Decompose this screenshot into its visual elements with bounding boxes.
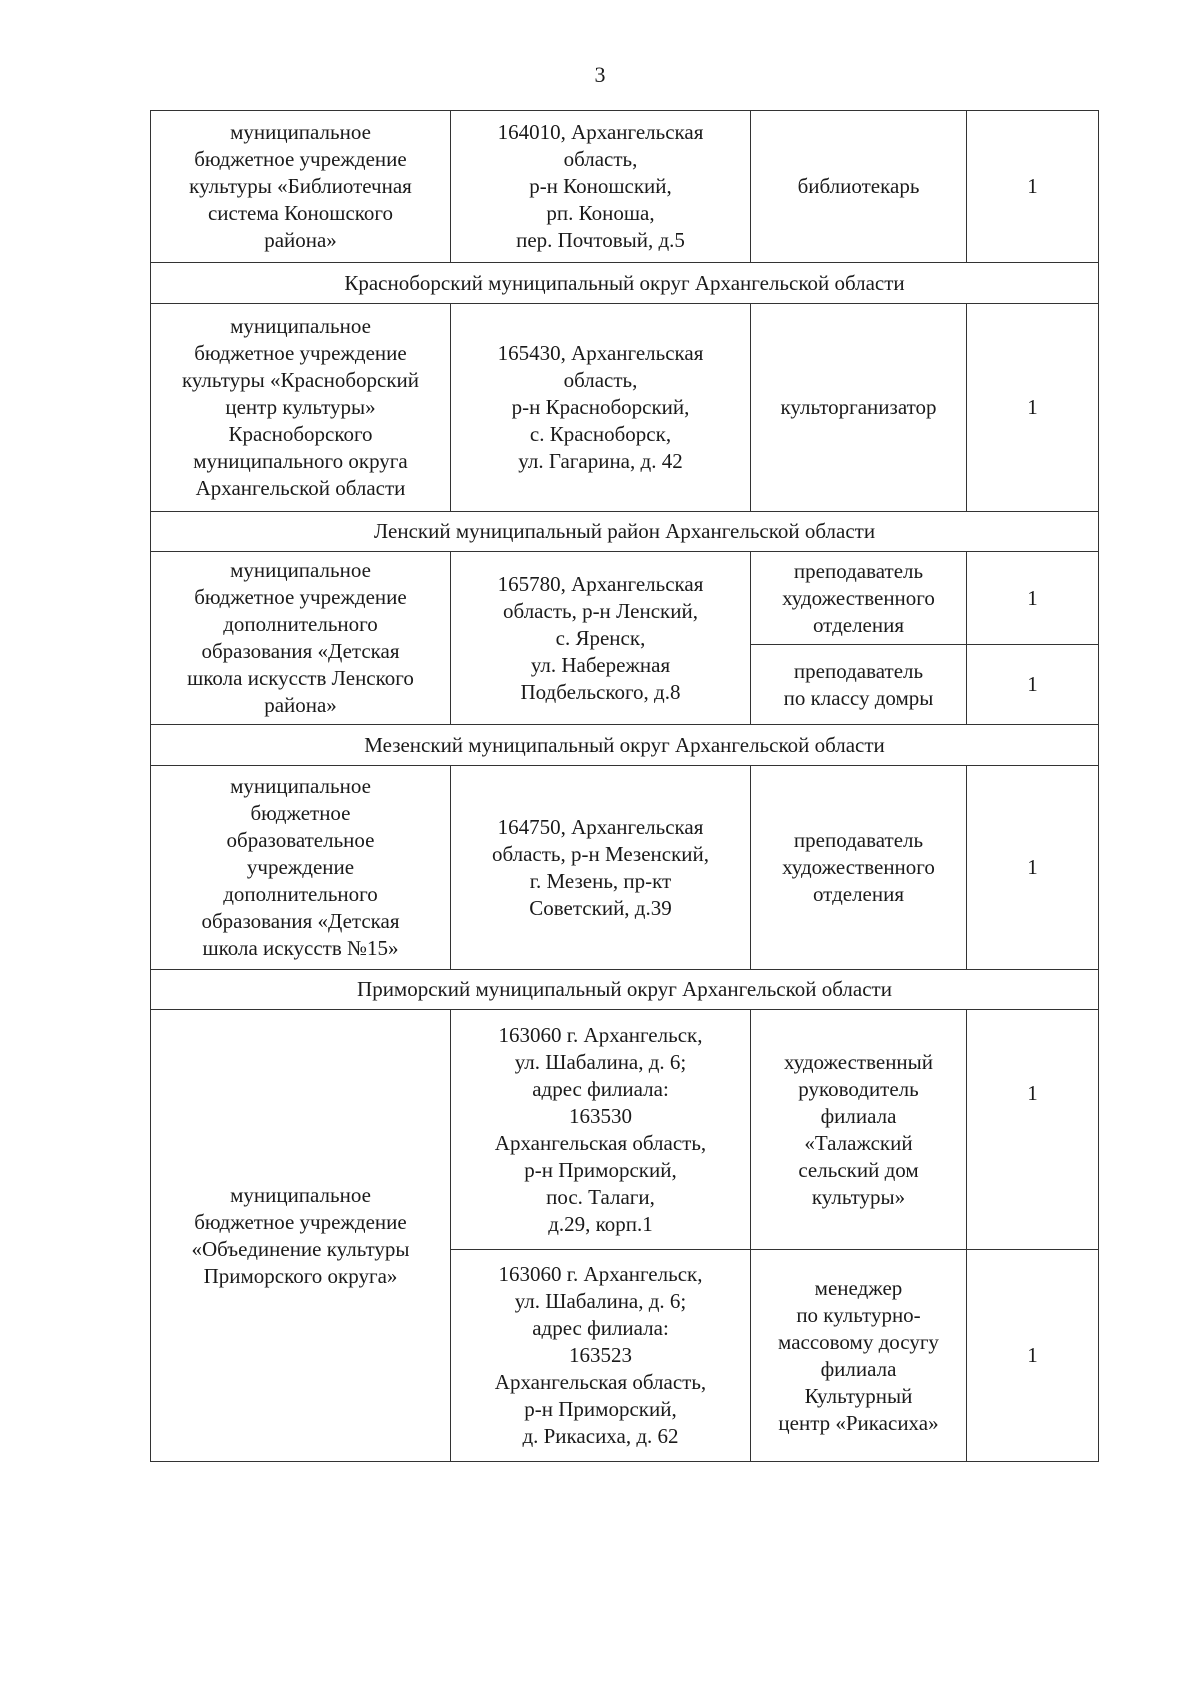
table-row bbox=[151, 1010, 1099, 1250]
address-cell: 164750, Архангельская область, р-н Мезенский, г. Мезень, пр-кт Советский, д.39 bbox=[451, 766, 751, 970]
position-cell: библиотекарь bbox=[751, 111, 967, 263]
count-cell: 1 bbox=[967, 645, 1099, 725]
address-cell: 165430, Архангельская область, р-н Красноборский, с. Красноборск, ул. Гагарина, д. 42 bbox=[451, 304, 751, 512]
address-cell: 164010, Архангельская область, р-н Коношский, рп. Коноша, пер. Почтовый, д.5 bbox=[451, 111, 751, 263]
count-cell: 1 bbox=[967, 111, 1099, 263]
count-cell: 1 bbox=[967, 766, 1099, 970]
organization-cell: муниципальное бюджетное учреждение дополнительного образования «Детская школа искусств Ленского района» bbox=[151, 552, 451, 725]
section-heading: Мезенский муниципальный округ Архангельской области bbox=[151, 725, 1099, 766]
section-heading: Ленский муниципальный район Архангельской области bbox=[151, 512, 1099, 552]
page-number: 3 bbox=[594, 62, 606, 87]
address-cell: 163060 г. Архангельск, ул. Шабалина, д. 6; адрес филиала: 163530 Архангельская область, р-н Приморский, пос. Талаги, д.29, корп.1 bbox=[451, 1010, 751, 1250]
count-cell: 1 bbox=[967, 1010, 1099, 1250]
section-row bbox=[151, 970, 1099, 1010]
count-cell: 1 bbox=[967, 552, 1099, 645]
section-heading: Красноборский муниципальный округ Архангельской области bbox=[151, 263, 1099, 304]
position-cell: менеджер по культурно- массовому досугу филиала Культурный центр «Рикасиха» bbox=[751, 1250, 967, 1462]
section-row bbox=[151, 725, 1099, 766]
table-row bbox=[151, 552, 1099, 645]
position-cell: преподаватель по классу домры bbox=[751, 645, 967, 725]
organization-cell: муниципальное бюджетное учреждение культуры «Красноборский центр культуры» Красноборского муниципального округа Архангельской области bbox=[151, 304, 451, 512]
position-cell: культорганизатор bbox=[751, 304, 967, 512]
address-cell: 165780, Архангельская область, р-н Ленский, с. Яренск, ул. Набережная Подбельского, д.8 bbox=[451, 552, 751, 725]
position-cell: преподаватель художественного отделения bbox=[751, 552, 967, 645]
organization-cell: муниципальное бюджетное учреждение «Объединение культуры Приморского округа» bbox=[151, 1010, 451, 1462]
table-row bbox=[151, 111, 1099, 263]
address-cell: 163060 г. Архангельск, ул. Шабалина, д. 6; адрес филиала: 163523 Архангельская область, р-н Приморский, д. Рикасиха, д. 62 bbox=[451, 1250, 751, 1462]
section-row bbox=[151, 512, 1099, 552]
section-row bbox=[151, 263, 1099, 304]
table-row bbox=[151, 304, 1099, 512]
organization-cell: муниципальное бюджетное учреждение культуры «Библиотечная система Коношского района» bbox=[151, 111, 451, 263]
vacancy-table bbox=[150, 110, 1099, 1462]
count-cell: 1 bbox=[967, 1250, 1099, 1462]
section-heading: Приморский муниципальный округ Архангельской области bbox=[151, 970, 1099, 1010]
position-cell: художественный руководитель филиала «Талажский сельский дом культуры» bbox=[751, 1010, 967, 1250]
organization-cell: муниципальное бюджетное образовательное учреждение дополнительного образования «Детская школа искусств №15» bbox=[151, 766, 451, 970]
position-cell: преподаватель художественного отделения bbox=[751, 766, 967, 970]
count-cell: 1 bbox=[967, 304, 1099, 512]
table-row bbox=[151, 766, 1099, 970]
